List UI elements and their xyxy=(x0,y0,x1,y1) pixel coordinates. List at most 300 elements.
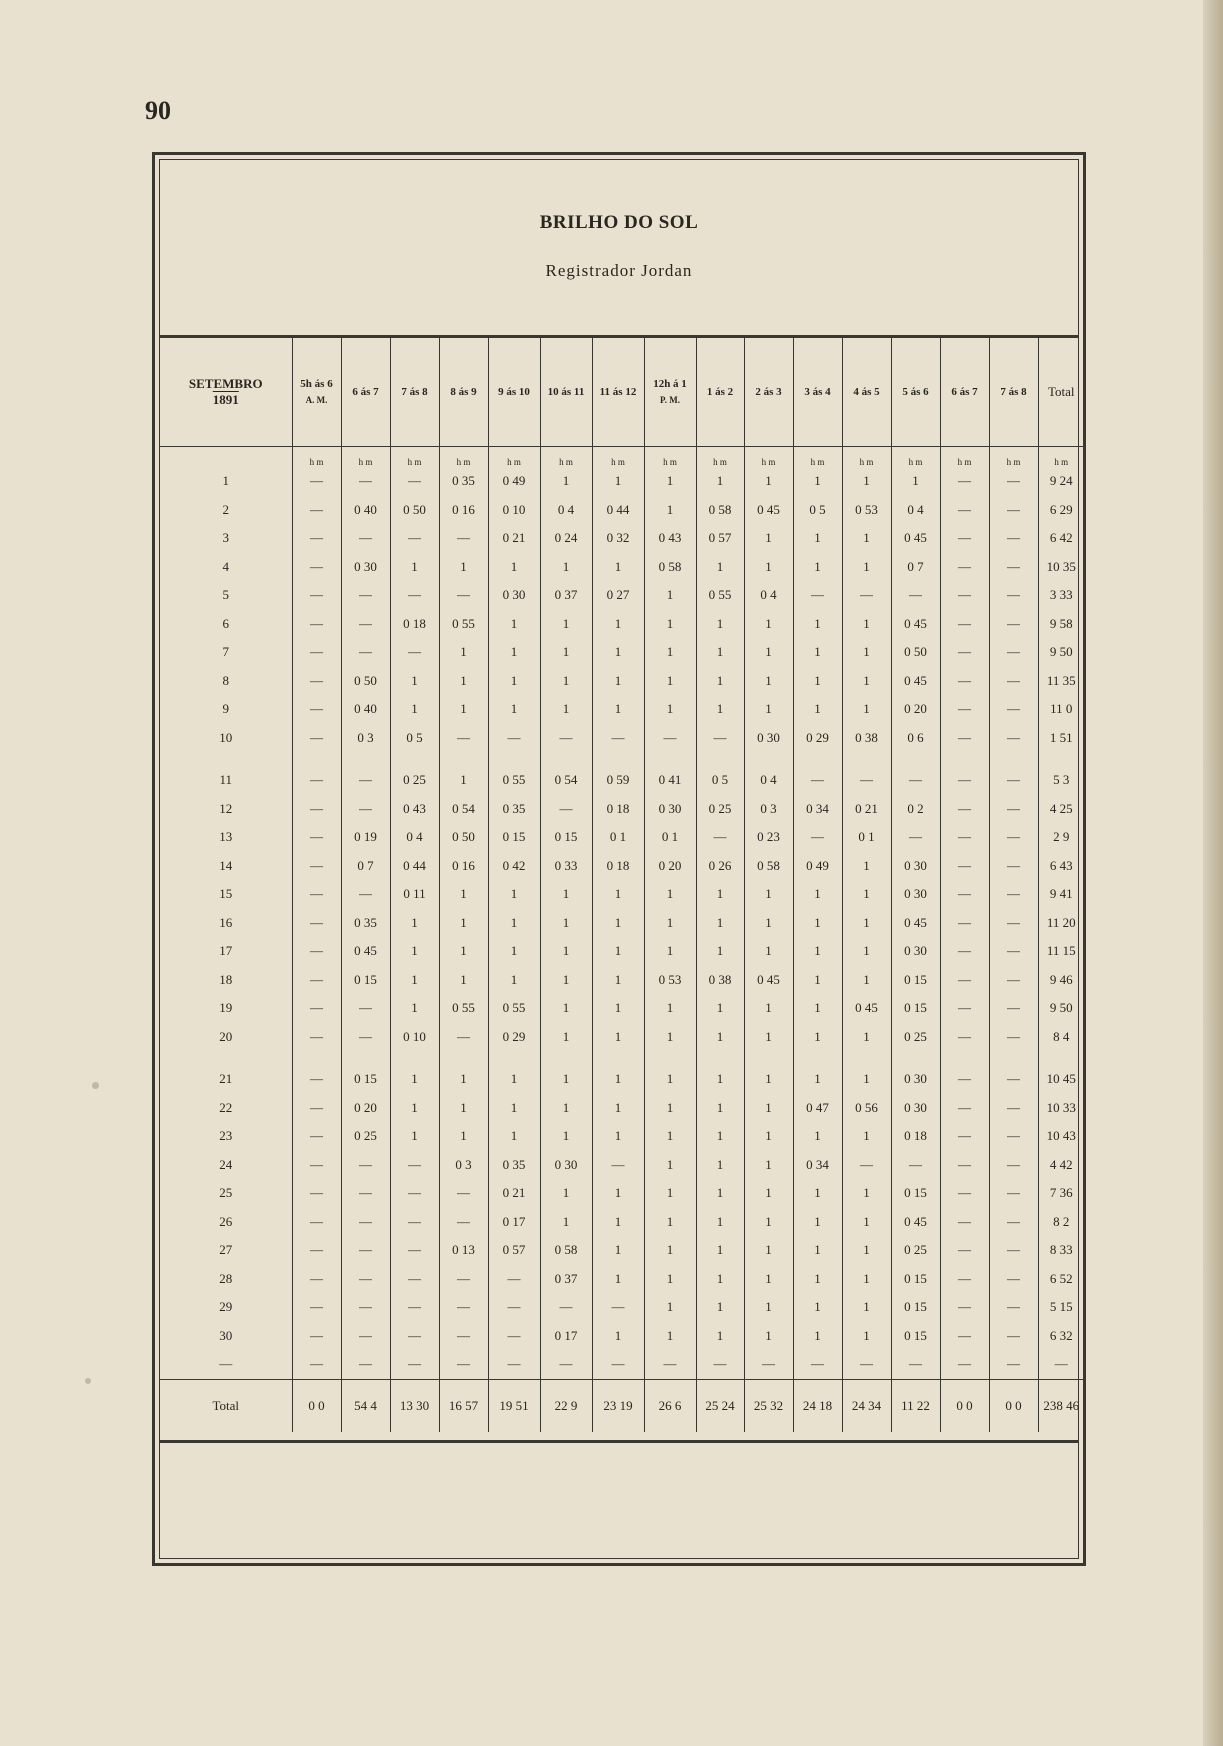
value-cell: 1 xyxy=(744,1151,793,1180)
value-cell: 0 40 xyxy=(341,695,390,724)
value-cell: 1 xyxy=(744,1122,793,1151)
value-cell: 1 xyxy=(540,467,592,496)
day-cell: 22 xyxy=(219,1099,233,1115)
value-cell: — xyxy=(390,467,439,496)
value-cell: — xyxy=(540,1293,592,1322)
value-cell: 0 6 xyxy=(891,724,940,753)
value-cell: 0 43 xyxy=(644,524,696,553)
value-cell: 1 xyxy=(540,1179,592,1208)
value-cell: 1 xyxy=(390,966,439,995)
units-cell: h m xyxy=(744,447,793,468)
pm-label: P. M. xyxy=(660,395,680,405)
value-cell: 1 xyxy=(696,1065,744,1094)
value-cell: 0 5 xyxy=(696,766,744,795)
value-cell: 0 15 xyxy=(341,966,390,995)
value-cell: — xyxy=(989,467,1038,496)
column-header-label: 3 ás 4 xyxy=(804,386,831,398)
value-cell: 1 xyxy=(592,1322,644,1351)
table-row xyxy=(160,467,1084,496)
value-cell: 1 xyxy=(842,1065,891,1094)
gap-cell xyxy=(292,1051,341,1065)
value-cell: 1 xyxy=(744,1236,793,1265)
column-header-label: 6 ás 7 xyxy=(352,386,379,398)
value-cell: — xyxy=(341,1265,390,1294)
value-cell: 1 xyxy=(793,1179,842,1208)
value-cell: 6 43 xyxy=(1038,852,1084,881)
value-cell: 0 30 xyxy=(891,1065,940,1094)
value-cell: — xyxy=(390,1322,439,1351)
value-cell: 0 19 xyxy=(341,823,390,852)
value-cell: 0 3 xyxy=(341,724,390,753)
value-cell: 9 46 xyxy=(1038,966,1084,995)
column-header-label: 5 ás 6 xyxy=(902,386,929,398)
value-cell: — xyxy=(439,724,488,753)
value-cell: 1 xyxy=(696,1151,744,1180)
day-cell: 9 xyxy=(222,701,229,717)
value-cell: 0 7 xyxy=(891,553,940,582)
value-cell: — xyxy=(696,724,744,753)
value-cell: 0 25 xyxy=(891,1236,940,1265)
units-cell: h m xyxy=(1038,447,1084,468)
value-cell: 0 30 xyxy=(488,581,540,610)
value-cell: 1 xyxy=(439,667,488,696)
gap-cell xyxy=(696,1051,744,1065)
year-label: 1891 xyxy=(212,392,239,407)
value-cell: 1 xyxy=(390,695,439,724)
value-cell: 1 xyxy=(390,553,439,582)
table-row xyxy=(160,496,1084,525)
value-cell: — xyxy=(696,823,744,852)
value-cell: — xyxy=(940,966,989,995)
value-cell: — xyxy=(292,610,341,639)
value-cell: 1 xyxy=(592,880,644,909)
gap-cell xyxy=(488,752,540,766)
column-header-label: 4 ás 5 xyxy=(853,386,880,398)
value-cell: 0 4 xyxy=(891,496,940,525)
total-cell: 22 9 xyxy=(540,1379,592,1432)
gap-cell xyxy=(160,752,292,766)
units-cell: h m xyxy=(390,447,439,468)
value-cell: 1 xyxy=(644,1208,696,1237)
table-row xyxy=(160,1350,1084,1379)
value-cell: 0 30 xyxy=(644,795,696,824)
value-cell: — xyxy=(292,496,341,525)
value-cell: 0 58 xyxy=(540,1236,592,1265)
value-cell: 1 xyxy=(793,937,842,966)
value-cell: 10 43 xyxy=(1038,1122,1084,1151)
value-cell: 0 3 xyxy=(439,1151,488,1180)
table-row xyxy=(160,823,1084,852)
day-cell: 15 xyxy=(219,886,233,902)
value-cell: 1 xyxy=(744,1179,793,1208)
paper-spot xyxy=(85,1378,91,1384)
value-cell: 1 xyxy=(540,610,592,639)
gap-cell xyxy=(793,1051,842,1065)
value-cell: 1 xyxy=(793,553,842,582)
value-cell: 0 49 xyxy=(793,852,842,881)
value-cell: 1 xyxy=(793,610,842,639)
value-cell: 0 44 xyxy=(390,852,439,881)
day-cell: 5 xyxy=(222,587,229,603)
value-cell: — xyxy=(989,695,1038,724)
value-cell: — xyxy=(292,1236,341,1265)
value-cell: 1 xyxy=(540,880,592,909)
column-header-label: 12h á 1 xyxy=(653,378,687,390)
value-cell: 0 58 xyxy=(744,852,793,881)
value-cell: 1 xyxy=(696,909,744,938)
column-header-label: 11 ás 12 xyxy=(599,386,637,398)
value-cell: 5 3 xyxy=(1038,766,1084,795)
gap-cell xyxy=(989,752,1038,766)
value-cell: — xyxy=(341,467,390,496)
value-cell: — xyxy=(989,1350,1038,1379)
value-cell: 10 45 xyxy=(1038,1065,1084,1094)
total-cell: 13 30 xyxy=(390,1379,439,1432)
value-cell: 1 xyxy=(744,994,793,1023)
value-cell: 1 xyxy=(891,467,940,496)
value-cell: — xyxy=(439,1350,488,1379)
value-cell: 1 xyxy=(592,553,644,582)
value-cell: 1 xyxy=(842,909,891,938)
gap-cell xyxy=(842,752,891,766)
value-cell: — xyxy=(989,937,1038,966)
day-cell: 29 xyxy=(219,1299,233,1315)
gap-cell xyxy=(160,1051,292,1065)
value-cell: — xyxy=(292,667,341,696)
value-cell: 0 45 xyxy=(891,1208,940,1237)
value-cell: 1 xyxy=(439,880,488,909)
value-cell: 0 41 xyxy=(644,766,696,795)
value-cell: 1 xyxy=(696,1236,744,1265)
total-cell: 25 24 xyxy=(696,1379,744,1432)
value-cell: 11 20 xyxy=(1038,909,1084,938)
value-cell: — xyxy=(341,638,390,667)
value-cell: 1 xyxy=(744,1293,793,1322)
value-cell: 1 xyxy=(439,766,488,795)
value-cell: 1 xyxy=(744,937,793,966)
table-row xyxy=(160,695,1084,724)
gap-cell xyxy=(842,1051,891,1065)
day-cell: 28 xyxy=(219,1270,233,1286)
value-cell: — xyxy=(989,610,1038,639)
value-cell: — xyxy=(940,638,989,667)
value-cell: 0 35 xyxy=(488,1151,540,1180)
value-cell: 1 xyxy=(540,966,592,995)
value-cell: 1 xyxy=(488,610,540,639)
value-cell: 0 15 xyxy=(891,1179,940,1208)
column-header-label: 1 ás 2 xyxy=(706,386,734,398)
column-header xyxy=(793,338,842,447)
table-row xyxy=(160,1322,1084,1351)
value-cell: 0 16 xyxy=(439,852,488,881)
gap-cell xyxy=(891,752,940,766)
value-cell: — xyxy=(989,667,1038,696)
total-cell: 0 0 xyxy=(940,1379,989,1432)
value-cell: — xyxy=(292,553,341,582)
column-header-label: 10 ás 11 xyxy=(547,386,585,398)
value-cell: 2 9 xyxy=(1038,823,1084,852)
table-row xyxy=(160,581,1084,610)
value-cell: — xyxy=(292,1179,341,1208)
value-cell: 6 52 xyxy=(1038,1265,1084,1294)
value-cell: 1 xyxy=(744,1208,793,1237)
value-cell: — xyxy=(292,966,341,995)
value-cell: 1 xyxy=(644,1065,696,1094)
value-cell: 0 21 xyxy=(842,795,891,824)
value-cell: — xyxy=(292,937,341,966)
value-cell: 1 xyxy=(842,966,891,995)
value-cell: 1 xyxy=(696,1094,744,1123)
day-cell: 11 xyxy=(219,772,233,788)
value-cell: 0 34 xyxy=(793,1151,842,1180)
day-cell: 18 xyxy=(219,971,233,987)
column-header xyxy=(842,338,891,447)
day-cell: 1 xyxy=(222,473,229,489)
day-cell: 20 xyxy=(219,1028,233,1044)
value-cell: 0 30 xyxy=(891,880,940,909)
value-cell: 0 4 xyxy=(390,823,439,852)
value-cell: 0 44 xyxy=(592,496,644,525)
value-cell: 0 15 xyxy=(891,1265,940,1294)
value-cell: 1 xyxy=(644,581,696,610)
value-cell: — xyxy=(989,1023,1038,1052)
total-row xyxy=(160,1379,1084,1432)
value-cell: 0 7 xyxy=(341,852,390,881)
value-cell: — xyxy=(292,724,341,753)
value-cell: 1 xyxy=(793,966,842,995)
value-cell: 0 18 xyxy=(592,795,644,824)
day-cell: 10 xyxy=(219,729,233,745)
value-cell: 1 xyxy=(488,937,540,966)
value-cell: — xyxy=(989,766,1038,795)
value-cell: 0 30 xyxy=(891,1094,940,1123)
value-cell: 1 xyxy=(644,994,696,1023)
value-cell: 6 32 xyxy=(1038,1322,1084,1351)
value-cell: — xyxy=(341,994,390,1023)
value-cell: 1 xyxy=(696,1322,744,1351)
value-cell: 1 xyxy=(842,467,891,496)
value-cell: — xyxy=(793,581,842,610)
column-header-label: 7 ás 8 xyxy=(401,386,428,398)
day-cell: 14 xyxy=(219,857,233,873)
value-cell: 0 55 xyxy=(488,994,540,1023)
value-cell: 8 33 xyxy=(1038,1236,1084,1265)
total-cell: 0 0 xyxy=(989,1379,1038,1432)
value-cell: 1 51 xyxy=(1038,724,1084,753)
column-header xyxy=(989,338,1038,447)
value-cell: — xyxy=(989,1208,1038,1237)
value-cell: 1 xyxy=(744,610,793,639)
value-cell: — xyxy=(540,724,592,753)
value-cell: 1 xyxy=(592,966,644,995)
day-cell: 17 xyxy=(219,943,233,959)
value-cell: 1 xyxy=(793,667,842,696)
value-cell: 0 15 xyxy=(540,823,592,852)
value-cell: 8 2 xyxy=(1038,1208,1084,1237)
table-row xyxy=(160,524,1084,553)
column-header xyxy=(1038,338,1084,447)
value-cell: 0 56 xyxy=(842,1094,891,1123)
value-cell: — xyxy=(744,1350,793,1379)
value-cell: 1 xyxy=(744,1094,793,1123)
value-cell: 1 xyxy=(540,667,592,696)
column-header xyxy=(744,338,793,447)
table-row xyxy=(160,1122,1084,1151)
value-cell: 1 xyxy=(439,1094,488,1123)
value-cell: 1 xyxy=(744,1322,793,1351)
units-cell: h m xyxy=(842,447,891,468)
value-cell: 0 45 xyxy=(891,909,940,938)
value-cell: 1 xyxy=(390,994,439,1023)
units-cell: h m xyxy=(644,447,696,468)
value-cell: 1 xyxy=(793,467,842,496)
value-cell: 6 29 xyxy=(1038,496,1084,525)
value-cell: — xyxy=(439,1023,488,1052)
value-cell: 0 37 xyxy=(540,581,592,610)
value-cell: — xyxy=(891,581,940,610)
day-cell: — xyxy=(219,1356,233,1372)
value-cell: — xyxy=(488,1350,540,1379)
units-cell: h m xyxy=(940,447,989,468)
value-cell: — xyxy=(292,1208,341,1237)
value-cell: — xyxy=(341,766,390,795)
value-cell: — xyxy=(292,994,341,1023)
value-cell: 1 xyxy=(842,695,891,724)
gap-cell xyxy=(1038,1051,1084,1065)
value-cell: — xyxy=(341,1293,390,1322)
value-cell: 0 45 xyxy=(842,994,891,1023)
units-cell: h m xyxy=(592,447,644,468)
value-cell: — xyxy=(292,1350,341,1379)
value-cell: 1 xyxy=(439,638,488,667)
value-cell: 1 xyxy=(744,1065,793,1094)
value-cell: 0 45 xyxy=(744,966,793,995)
value-cell: — xyxy=(989,724,1038,753)
value-cell: — xyxy=(842,766,891,795)
value-cell: 1 xyxy=(696,1293,744,1322)
value-cell: — xyxy=(940,1122,989,1151)
value-cell: — xyxy=(940,1151,989,1180)
value-cell: 1 xyxy=(540,1122,592,1151)
value-cell: 1 xyxy=(644,638,696,667)
column-header-label: 2 ás 3 xyxy=(755,386,782,398)
value-cell: 1 xyxy=(390,1065,439,1094)
table-row xyxy=(160,724,1084,753)
column-header xyxy=(292,338,341,447)
value-cell: 1 xyxy=(644,937,696,966)
value-cell: — xyxy=(891,823,940,852)
total-cell: 11 22 xyxy=(891,1379,940,1432)
day-cell: 4 xyxy=(222,558,229,574)
table-row xyxy=(160,1179,1084,1208)
gap-cell xyxy=(940,1051,989,1065)
value-cell: 0 50 xyxy=(439,823,488,852)
page-title: BRILHO DO SOL xyxy=(539,212,699,233)
value-cell: — xyxy=(696,1350,744,1379)
value-cell: 1 xyxy=(644,610,696,639)
value-cell: 1 xyxy=(540,1094,592,1123)
value-cell: — xyxy=(341,880,390,909)
value-cell: — xyxy=(540,795,592,824)
value-cell: — xyxy=(793,823,842,852)
value-cell: 1 xyxy=(390,937,439,966)
value-cell: 1 xyxy=(744,638,793,667)
frame-inner xyxy=(159,159,1079,1559)
gap-cell xyxy=(744,752,793,766)
value-cell: 1 xyxy=(390,1122,439,1151)
value-cell: 0 15 xyxy=(891,966,940,995)
value-cell: 1 xyxy=(696,1179,744,1208)
value-cell: 0 20 xyxy=(891,695,940,724)
value-cell: 0 20 xyxy=(644,852,696,881)
value-cell: 0 21 xyxy=(488,524,540,553)
value-cell: — xyxy=(989,823,1038,852)
value-cell: 0 53 xyxy=(842,496,891,525)
group-gap xyxy=(160,1051,1084,1065)
value-cell: 0 55 xyxy=(439,610,488,639)
value-cell: 1 xyxy=(644,496,696,525)
value-cell: — xyxy=(940,496,989,525)
value-cell: 0 4 xyxy=(540,496,592,525)
value-cell: 9 24 xyxy=(1038,467,1084,496)
value-cell: 0 15 xyxy=(891,1293,940,1322)
value-cell: 1 xyxy=(744,880,793,909)
value-cell: — xyxy=(390,1293,439,1322)
gap-cell xyxy=(989,1051,1038,1065)
value-cell: 1 xyxy=(439,553,488,582)
day-cell: 19 xyxy=(219,1000,233,1016)
value-cell: — xyxy=(292,1065,341,1094)
value-cell: 1 xyxy=(842,1179,891,1208)
value-cell: — xyxy=(644,1350,696,1379)
page-subtitle: Registrador Jordan xyxy=(545,261,693,280)
value-cell: 9 50 xyxy=(1038,994,1084,1023)
day-cell: 6 xyxy=(222,615,229,631)
value-cell: 1 xyxy=(592,695,644,724)
value-cell: — xyxy=(390,1350,439,1379)
value-cell: 1 xyxy=(696,695,744,724)
value-cell: — xyxy=(989,1265,1038,1294)
value-cell: — xyxy=(989,1151,1038,1180)
units-cell: h m xyxy=(540,447,592,468)
value-cell: 1 xyxy=(696,937,744,966)
gap-cell xyxy=(439,1051,488,1065)
value-cell: — xyxy=(292,1122,341,1151)
units-cell: h m xyxy=(989,447,1038,468)
value-cell: 0 29 xyxy=(793,724,842,753)
value-cell: 1 xyxy=(842,852,891,881)
header-box xyxy=(160,160,1078,338)
value-cell: 1 xyxy=(592,667,644,696)
table-frame xyxy=(152,152,1086,1566)
value-cell: — xyxy=(1038,1350,1084,1379)
value-cell: — xyxy=(940,581,989,610)
value-cell: 0 34 xyxy=(793,795,842,824)
value-cell: 0 10 xyxy=(488,496,540,525)
value-cell: 0 55 xyxy=(488,766,540,795)
value-cell: 0 35 xyxy=(439,467,488,496)
value-cell: 0 2 xyxy=(891,795,940,824)
value-cell: 1 xyxy=(540,994,592,1023)
value-cell: 1 xyxy=(793,695,842,724)
value-cell: 1 xyxy=(644,1151,696,1180)
day-cell: 27 xyxy=(219,1242,233,1258)
value-cell: 1 xyxy=(793,1023,842,1052)
value-cell: 0 18 xyxy=(891,1122,940,1151)
value-cell: — xyxy=(989,496,1038,525)
value-cell: 1 xyxy=(592,638,644,667)
value-cell: 1 xyxy=(842,638,891,667)
